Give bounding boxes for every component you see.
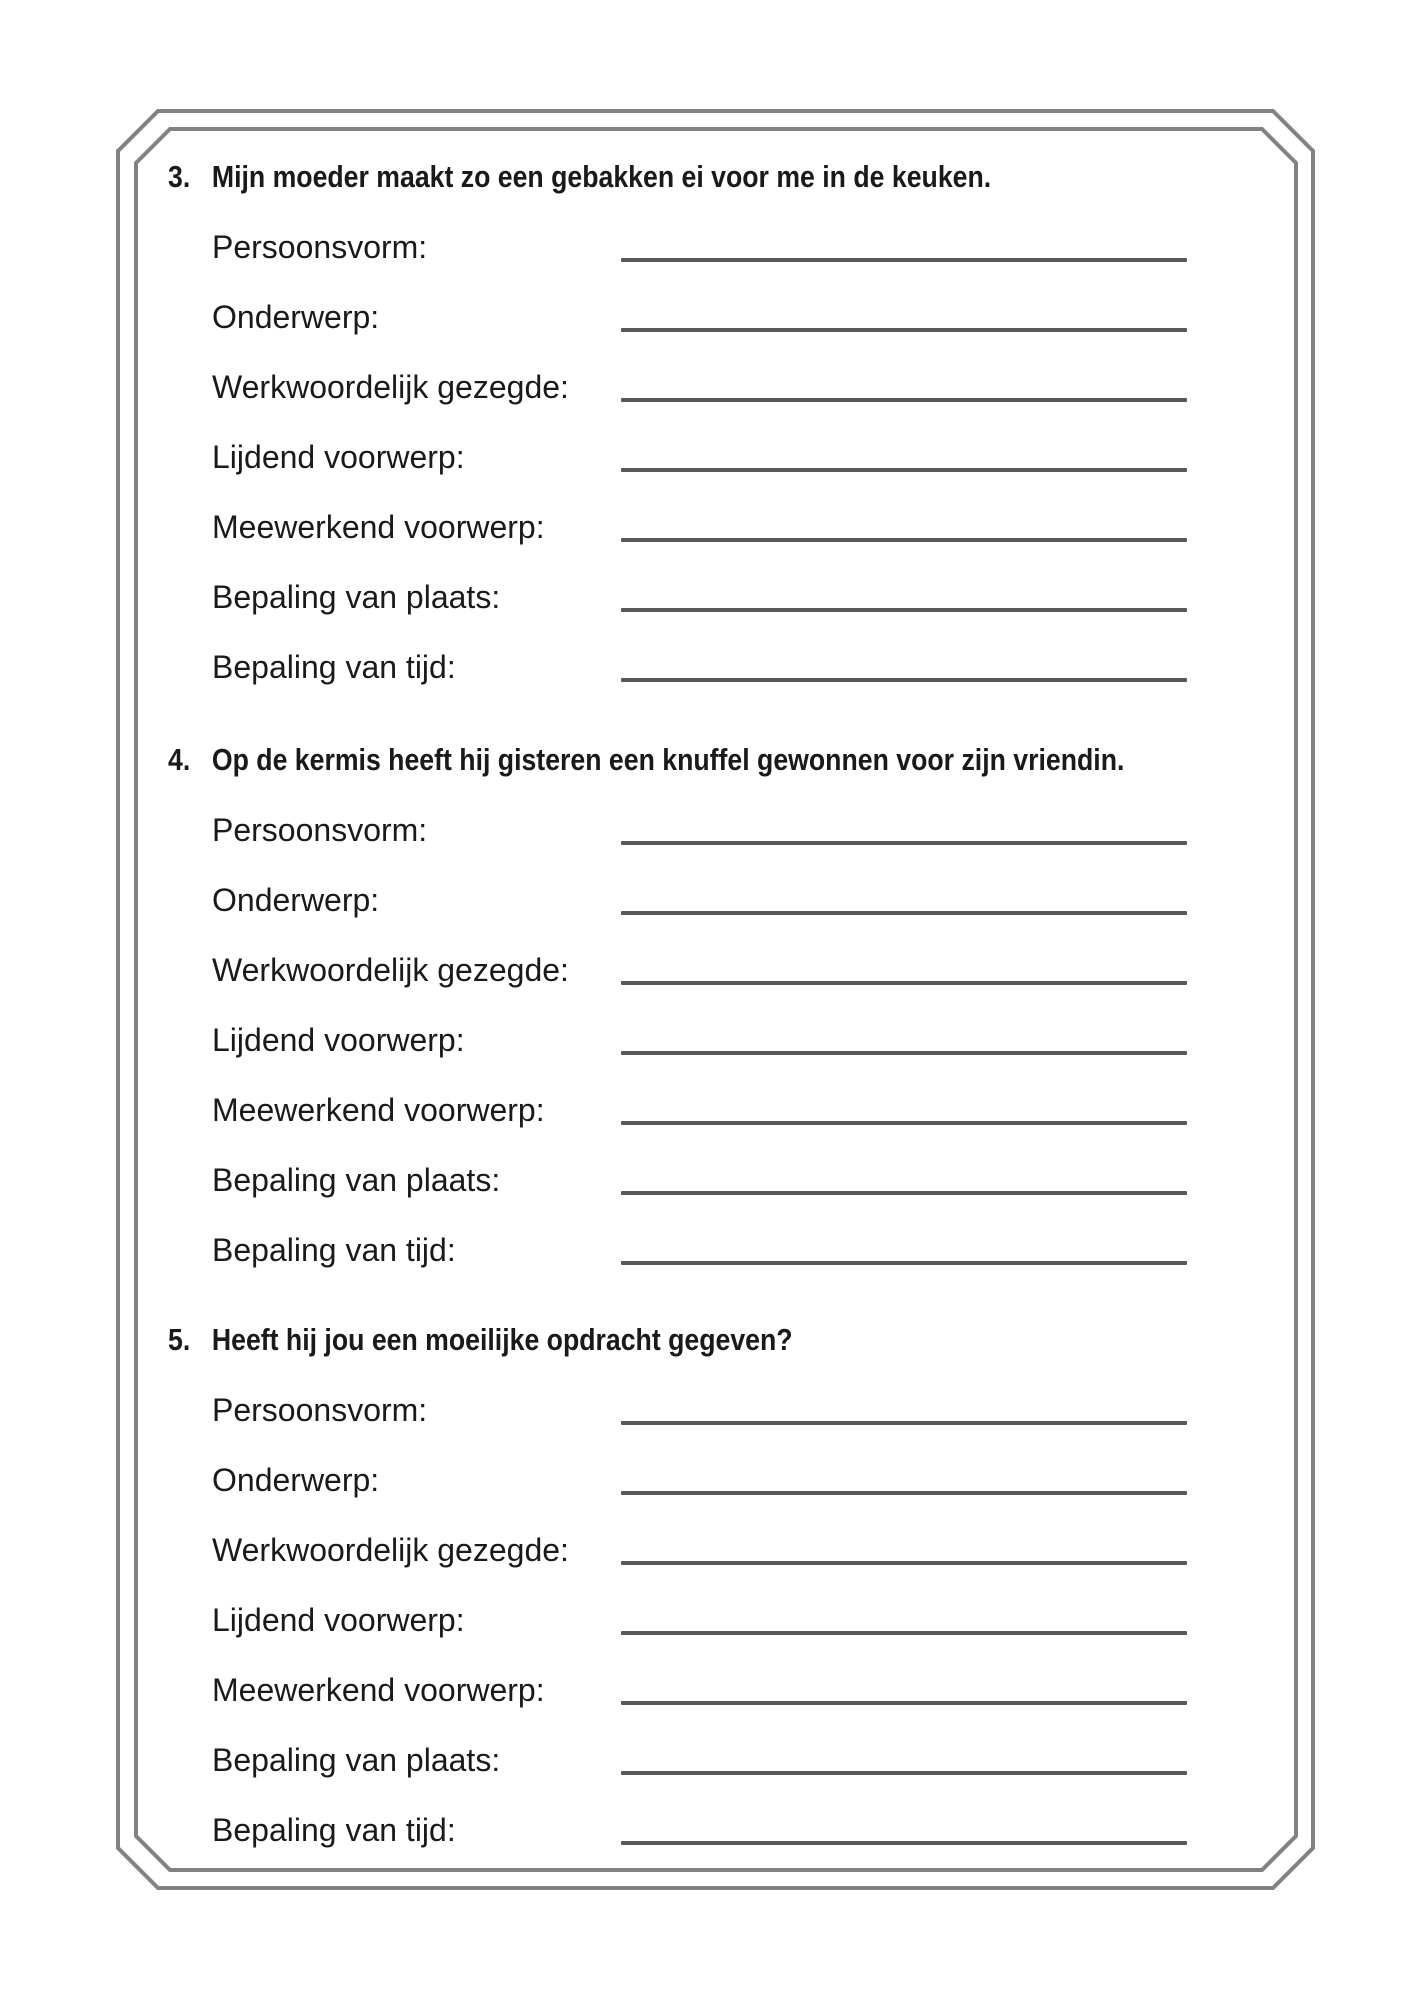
field-row: [212, 865, 1268, 935]
field-label: Bepaling van plaats:: [212, 1161, 501, 1198]
answer-blank-line: [621, 678, 1187, 682]
question-sentence: Mijn moeder maakt zo een gebakken ei voor me in de keuken.: [211, 159, 992, 194]
answer-blank-line: [621, 1261, 1187, 1265]
field-row: [212, 1515, 1268, 1585]
field-label: Bepaling van plaats:: [212, 578, 501, 615]
field-label: Lijdend voorwerp:: [212, 1021, 465, 1058]
answer-blank-line: [621, 911, 1187, 915]
field-label: Lijdend voorwerp:: [212, 438, 465, 475]
field-row: [212, 1075, 1268, 1145]
field-label: Onderwerp:: [212, 881, 380, 918]
field-label: Onderwerp:: [212, 1461, 380, 1498]
field-row: [212, 935, 1268, 1005]
field-row: [212, 282, 1268, 352]
field-label: Meewerkend voorwerp:: [212, 1091, 545, 1128]
field-row: [212, 212, 1268, 282]
field-label: Bepaling van tijd:: [212, 1811, 456, 1848]
field-row: [212, 1585, 1268, 1655]
answer-blank-line: [621, 1771, 1187, 1775]
answer-blank-line: [621, 1051, 1187, 1055]
field-label: Persoonsvorm:: [212, 1391, 428, 1428]
answer-blank-line: [621, 608, 1187, 612]
answer-blank-line: [621, 398, 1187, 402]
question-number: 3.: [168, 159, 191, 194]
field-label: Onderwerp:: [212, 298, 380, 335]
question-header: [168, 1319, 1268, 1361]
answer-blank-line: [621, 1841, 1187, 1845]
answer-blank-line: [621, 1421, 1187, 1425]
answer-blank-line: [621, 468, 1187, 472]
question-block-3: [168, 156, 1268, 702]
field-row: [212, 1005, 1268, 1075]
field-row: [212, 1445, 1268, 1515]
answer-blank-line: [621, 1631, 1187, 1635]
question-header: [168, 739, 1268, 781]
answer-blank-line: [621, 538, 1187, 542]
question-block-5: [168, 1319, 1268, 1865]
field-row: [212, 1655, 1268, 1725]
field-label: Persoonsvorm:: [212, 811, 428, 848]
field-label: Bepaling van plaats:: [212, 1741, 501, 1778]
field-label: Meewerkend voorwerp:: [212, 1671, 545, 1708]
question-number: 5.: [168, 1322, 191, 1357]
answer-blank-line: [621, 258, 1187, 262]
field-label: Persoonsvorm:: [212, 228, 428, 265]
field-row: [212, 422, 1268, 492]
answer-blank-line: [621, 1121, 1187, 1125]
answer-blank-line: [621, 981, 1187, 985]
field-row: [212, 492, 1268, 562]
field-label: Werkwoordelijk gezegde:: [212, 1531, 569, 1568]
field-row: [212, 632, 1268, 702]
question-block-4: [168, 739, 1268, 1285]
field-row: [212, 562, 1268, 632]
field-label: Meewerkend voorwerp:: [212, 508, 545, 545]
field-row: [212, 352, 1268, 422]
answer-blank-line: [621, 1491, 1187, 1495]
question-sentence: Heeft hij jou een moeilijke opdracht gegeven?: [211, 1322, 793, 1357]
field-row: [212, 1725, 1268, 1795]
answer-blank-line: [621, 1701, 1187, 1705]
field-label: Bepaling van tijd:: [212, 1231, 456, 1268]
answer-blank-line: [621, 841, 1187, 845]
answer-blank-line: [621, 328, 1187, 332]
field-row: [212, 1215, 1268, 1285]
field-label: Lijdend voorwerp:: [212, 1601, 465, 1638]
question-header: [168, 156, 1268, 198]
question-number: 4.: [168, 742, 191, 777]
field-row: [212, 795, 1268, 865]
field-label: Werkwoordelijk gezegde:: [212, 368, 569, 405]
field-row: [212, 1375, 1268, 1445]
question-sentence: Op de kermis heeft hij gisteren een knuffel gewonnen voor zijn vriendin.: [211, 742, 1125, 777]
answer-blank-line: [621, 1191, 1187, 1195]
field-row: [212, 1145, 1268, 1215]
field-row: [212, 1795, 1268, 1865]
field-label: Bepaling van tijd:: [212, 648, 456, 685]
field-label: Werkwoordelijk gezegde:: [212, 951, 569, 988]
answer-blank-line: [621, 1561, 1187, 1565]
